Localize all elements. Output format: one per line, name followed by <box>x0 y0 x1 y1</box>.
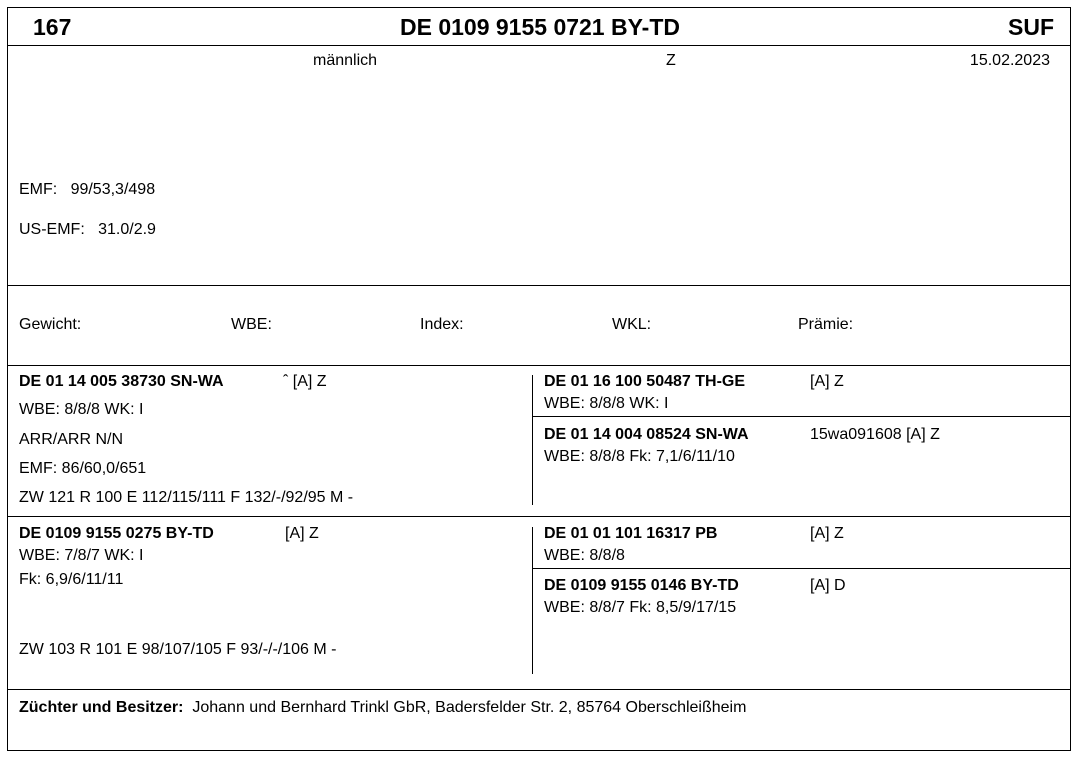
column-divider <box>532 527 533 674</box>
dam-id: DE 0109 9155 0275 BY-TD <box>19 525 214 542</box>
date: 15.02.2023 <box>969 52 1050 69</box>
us-emf-label: US-EMF: <box>19 221 85 238</box>
divider <box>7 689 1071 690</box>
breeder-row <box>19 699 746 717</box>
divider <box>7 45 1071 46</box>
sire-dam-marks: 15wa091608 [A] Z <box>810 426 940 443</box>
sire-dam-wbe: WBE: 8/8/8 Fk: 7,1/6/11/10 <box>544 448 735 465</box>
sire-arr: ARR/ARR N/N <box>19 431 124 448</box>
sire-emf: EMF: 86/60,0/651 <box>19 460 147 477</box>
dam-fk: Fk: 6,9/6/11/11 <box>19 571 124 588</box>
wbe-label: WBE: <box>231 316 272 333</box>
breed-code: SUF <box>1008 14 1054 40</box>
sire-wbe: WBE: 8/8/8 WK: I <box>19 401 144 418</box>
catalog-number: 167 <box>33 14 72 40</box>
sire-sire-wbe: WBE: 8/8/8 WK: I <box>544 395 669 412</box>
sire-marks: ˆ [A] Z <box>283 373 327 390</box>
dam-sire-id: DE 01 01 101 16317 PB <box>544 525 718 542</box>
sex: männlich <box>313 52 378 69</box>
column-divider <box>532 375 533 505</box>
divider <box>533 568 1071 569</box>
dam-sire-marks: [A] Z <box>810 525 844 542</box>
sire-sire-marks: [A] Z <box>810 373 844 390</box>
emf-label: EMF: <box>19 181 58 198</box>
us-emf-value: 31.0/2.9 <box>98 221 156 238</box>
premium-label: Prämie: <box>798 316 854 333</box>
sire-dam-id: DE 01 14 004 08524 SN-WA <box>544 426 749 443</box>
sire-zw: ZW 121 R 100 E 112/115/111 F 132/-/92/95 M - <box>19 489 354 506</box>
dam-zw: ZW 103 R 101 E 98/107/105 F 93/-/-/106 M - <box>19 641 337 658</box>
dam-dam-marks: [A] D <box>810 577 846 594</box>
divider <box>7 516 1071 517</box>
status-code: Z <box>666 52 676 69</box>
breeder-label: Züchter und Besitzer: <box>19 699 184 716</box>
dam-dam-wbe: WBE: 8/8/7 Fk: 8,5/9/17/15 <box>544 599 737 616</box>
sire-sire-id: DE 01 16 100 50487 TH-GE <box>544 373 746 390</box>
index-label: Index: <box>420 316 464 333</box>
weight-label: Gewicht: <box>19 316 82 333</box>
dam-dam-id: DE 0109 9155 0146 BY-TD <box>544 577 739 594</box>
us-emf-row <box>19 221 156 239</box>
emf-value: 99/53,3/498 <box>70 181 156 198</box>
dam-sire-wbe: WBE: 8/8/8 <box>544 547 625 564</box>
emf-row <box>19 181 155 199</box>
animal-id: DE 0109 9155 0721 BY-TD <box>399 14 680 40</box>
breeder-value: Johann und Bernhard Trinkl GbR, Badersfelder Str. 2, 85764 Oberschleißheim <box>192 699 747 716</box>
wkl-label: WKL: <box>612 316 652 333</box>
divider <box>533 416 1071 417</box>
sire-id: DE 01 14 005 38730 SN-WA <box>19 373 224 390</box>
divider <box>7 365 1071 366</box>
divider <box>7 285 1071 286</box>
dam-wbe: WBE: 7/8/7 WK: I <box>19 547 144 564</box>
dam-marks: [A] Z <box>285 525 319 542</box>
